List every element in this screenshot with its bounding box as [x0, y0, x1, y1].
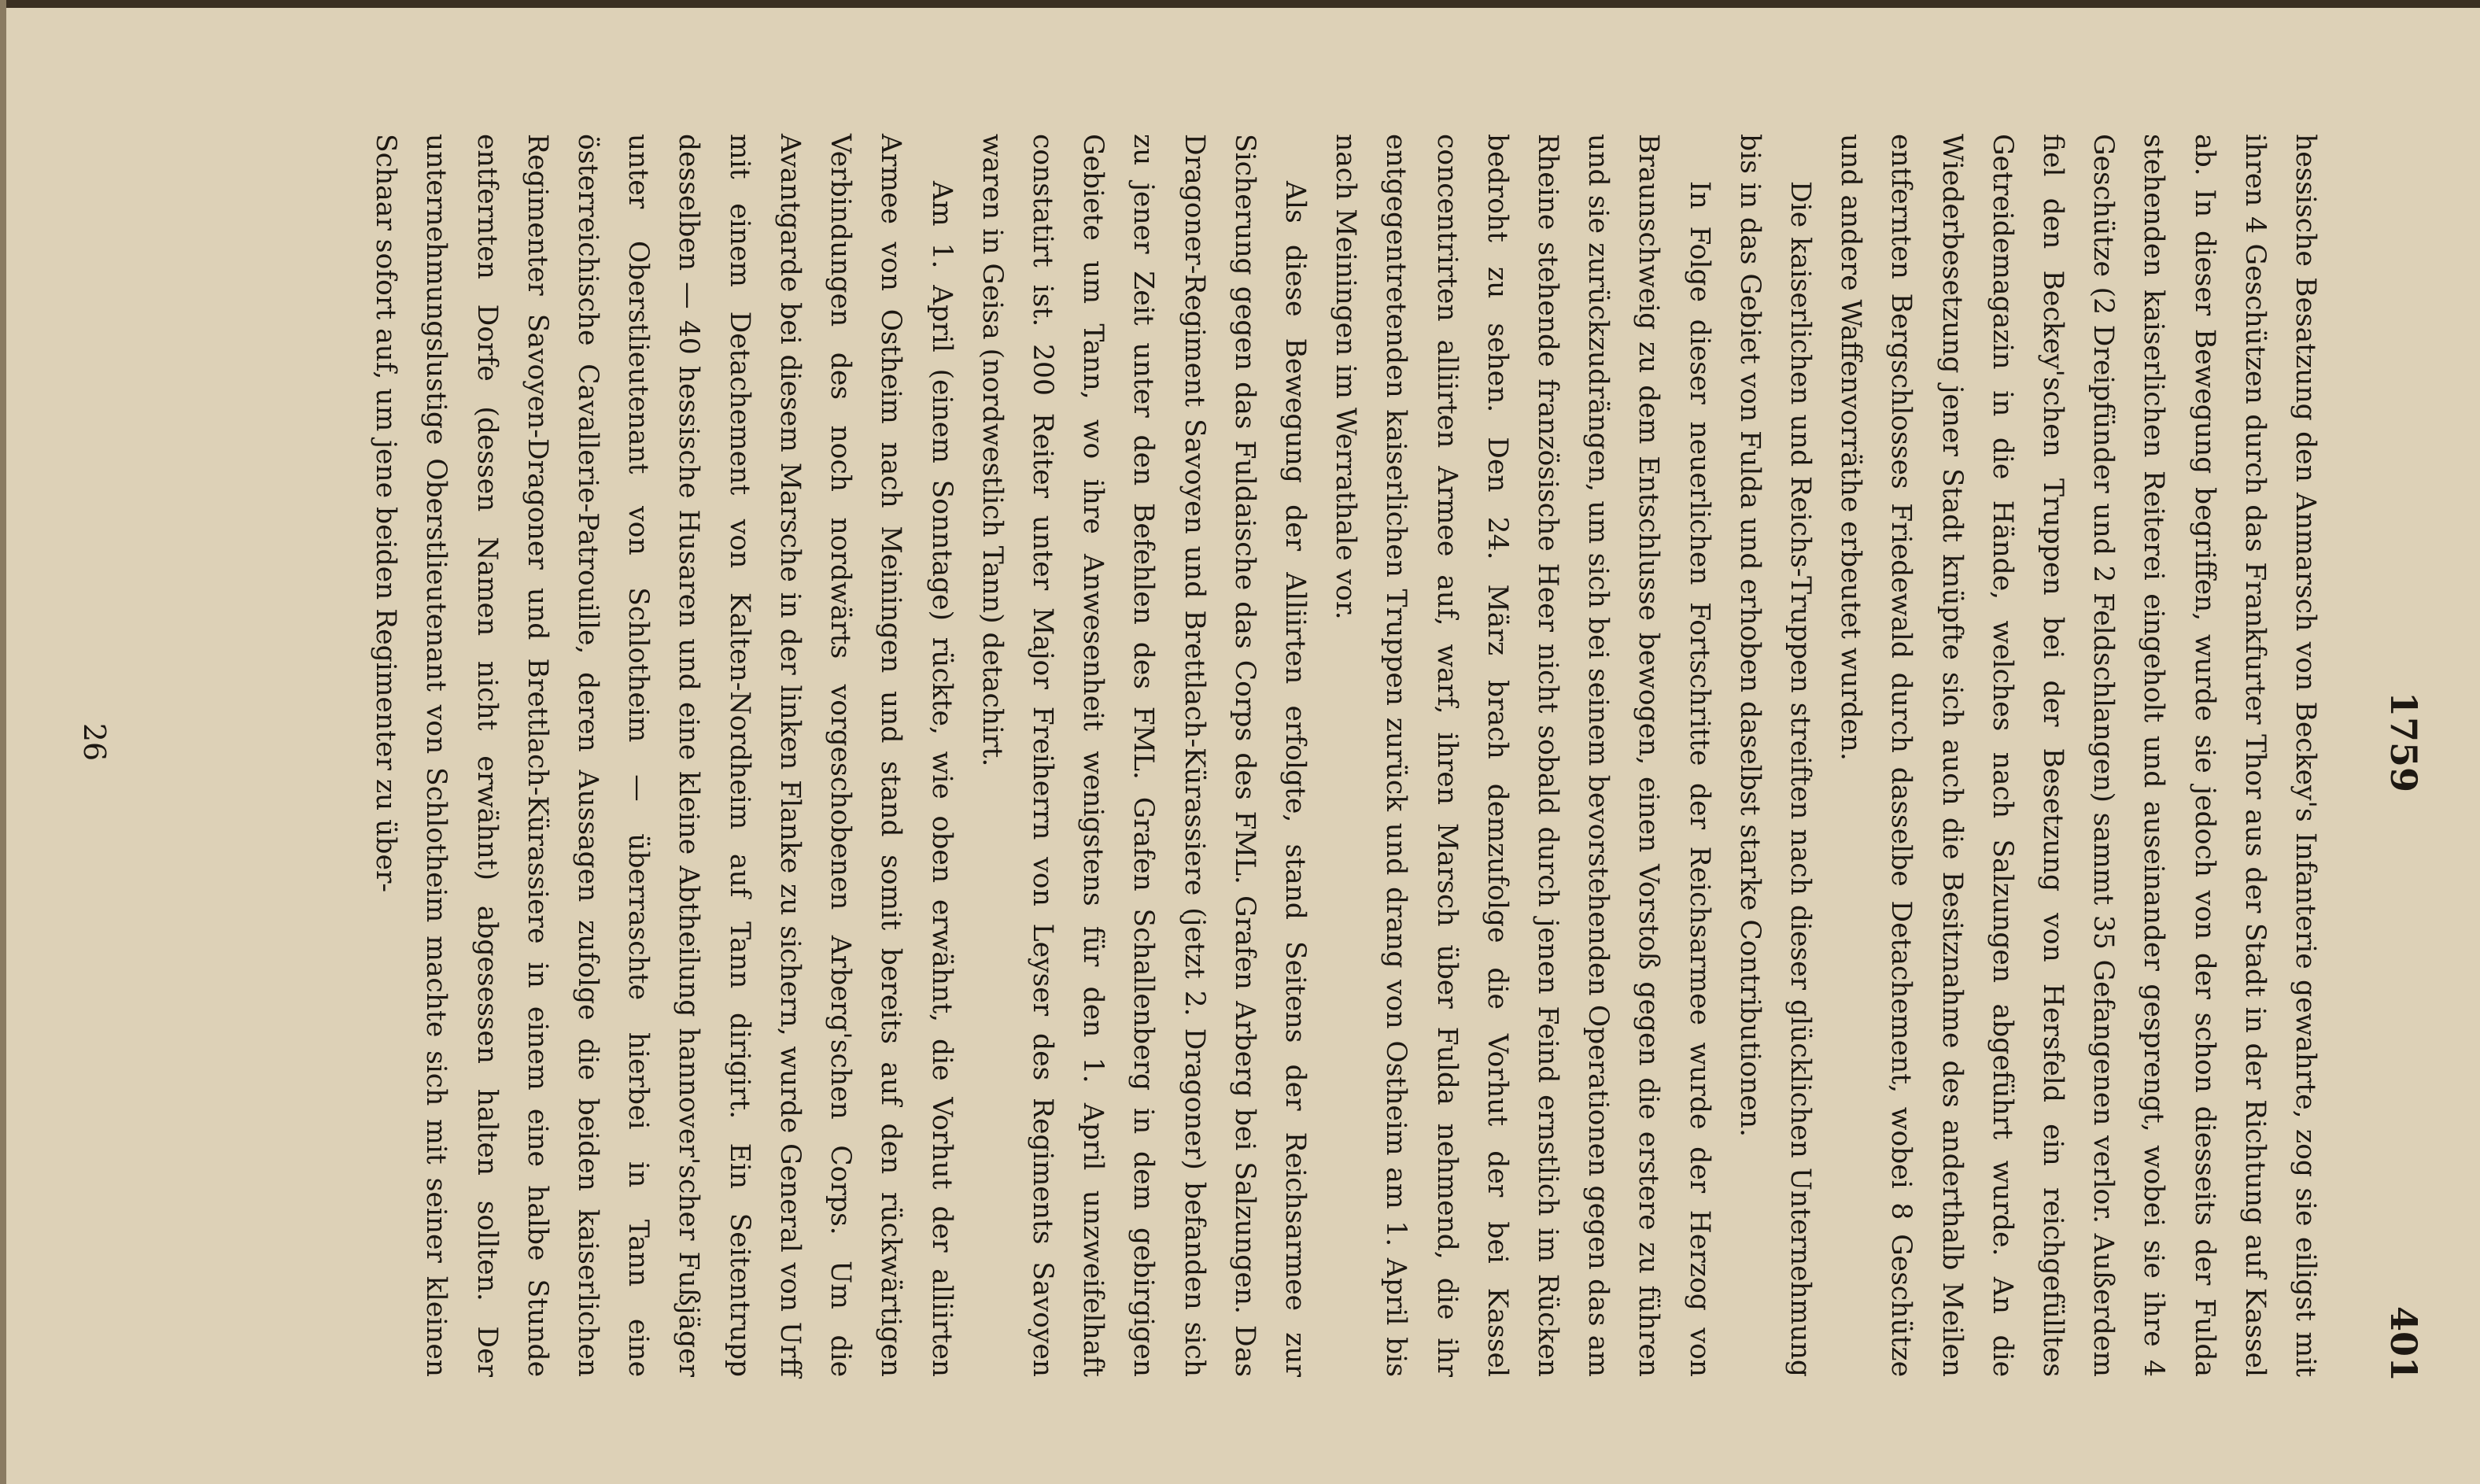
- running-head: [2370, 71, 2425, 1413]
- page-number: 401: [2382, 1305, 2425, 1382]
- paragraph-1: hessische Besatzung den Anmarsch von Beckey's Infanterie gewahrte, zog sie eiligst mit ihren 4 Geschützen durch das Frankfurter Thor aus der Stadt in der Richtung auf Kassel ab. In dieser Bewegung begriffen, wurde sie jedoch von der schon diesseits der Fulda stehenden kaiserlichen Reiterei eingeholt und auseinander gesprengt, wobei sie ihre 4 Geschütze (2 Dreipfünder und 2 Feldschlangen) sammt 35 Gefangenen verlor. Außerdem fiel den Beckey'schen Truppen bei der Besetzung von Hersfeld ein reichgefülltes Getreidemagazin in die Hände, welches nach Salzungen abgeführt wurde. An die Wiederbesetzung jener Stadt knüpfte sich auch die Besitznahme des anderthalb Meilen entfernten Bergschlosses Friedewald durch dasselbe Detachement, wobei 8 Geschütze und andere Waffenvorräthe erbeutet wurden.: [1835, 134, 2321, 1377]
- paragraph-3: In Folge dieser neuerlichen Fortschritte der Reichsarmee wurde der Herzog von Braunschweig zu dem Entschlusse bewogen, einen Vorstoß gegen die erstere zu führen und sie zurückzudrängen, um sich bei seinem bevorstehenden Operationen gegen das am Rheine stehende französische Heer nicht sobald durch jenen Feind ernstlich im Rücken bedroht zu sehen. Den 24. März brach demzufolge die Vorhut der bei Kassel concentrirten alliirten Armee auf, warf, ihren Marsch über Fulda nehmend, die ihr entgegentretenden kaiserlichen Truppen zurück und drang von Ostheim am 1. April bis nach Meiningen im Werrathale vor.: [1330, 134, 1715, 1377]
- paragraph-5: Am 1. April (einem Sonntage) rückte, wie oben erwähnt, die Vorhut der alliirten Armee von Ostheim nach Meiningen und stand somit bereits auf den rückwärtigen Verbindungen des noch nordwärts vorgeschobenen Arberg'schen Corps. Um die Avantgarde bei diesem Marsche in der linken Flanke zu sichern, wurde General von Urff mit einem Detachement von Kalten-Nordheim auf Tann dirigirt. Ein Seitentrupp desselben — 40 hessische Husaren und eine kleine Abtheilung hannover'scher Fußjäger unter Oberstlieutenant von Schlotheim — überraschte hierbei in Tann eine österreichische Cavallerie-Patrouille, deren Aussagen zufolge die beiden kaiserlichen Regimenter Savoyen-Dragoner und Brettlach-Kürassiere in einem eine halbe Stunde entfernten Dorfe (dessen Namen nicht erwähnt) abgesessen halten sollten. Der unternehmungslustige Oberstlieutenant von Schlotheim machte sich mit seiner kleinen Schaar sofort auf, um jene beiden Regimenter zu über-: [370, 134, 958, 1377]
- page-year-heading: 1759: [2382, 691, 2425, 793]
- printer-signature-mark: 26: [77, 722, 112, 762]
- paragraph-4: Als diese Bewegung der Alliirten erfolgte, stand Seitens der Reichsarmee zur Sicherung gegen das Fuldaische das Corps des FML. Grafen Arberg bei Salzungen. Das Dragoner-Regiment Savoyen und Brettlach-Kürassiere (jetzt 2. Dragoner) befanden sich zu jener Zeit unter den Befehlen des FML. Grafen Schallenberg in dem gebirgigen Gebiete um Tann, wo ihre Anwesenheit wenigstens für den 1. April unzweifelhaft constatirt ist. 200 Reiter unter Major Freiherrn von Leyser des Regiments Savoyen waren in Geisa (nordwestlich Tann) detachirt.: [976, 134, 1311, 1377]
- paragraph-2: Die kaiserlichen und Reichs-Truppen streiften nach dieser glücklichen Unternehmung bis in das Gebiet von Fulda und erhoben daselbst starke Contributionen.: [1733, 134, 1816, 1377]
- body-text: [360, 134, 2331, 1377]
